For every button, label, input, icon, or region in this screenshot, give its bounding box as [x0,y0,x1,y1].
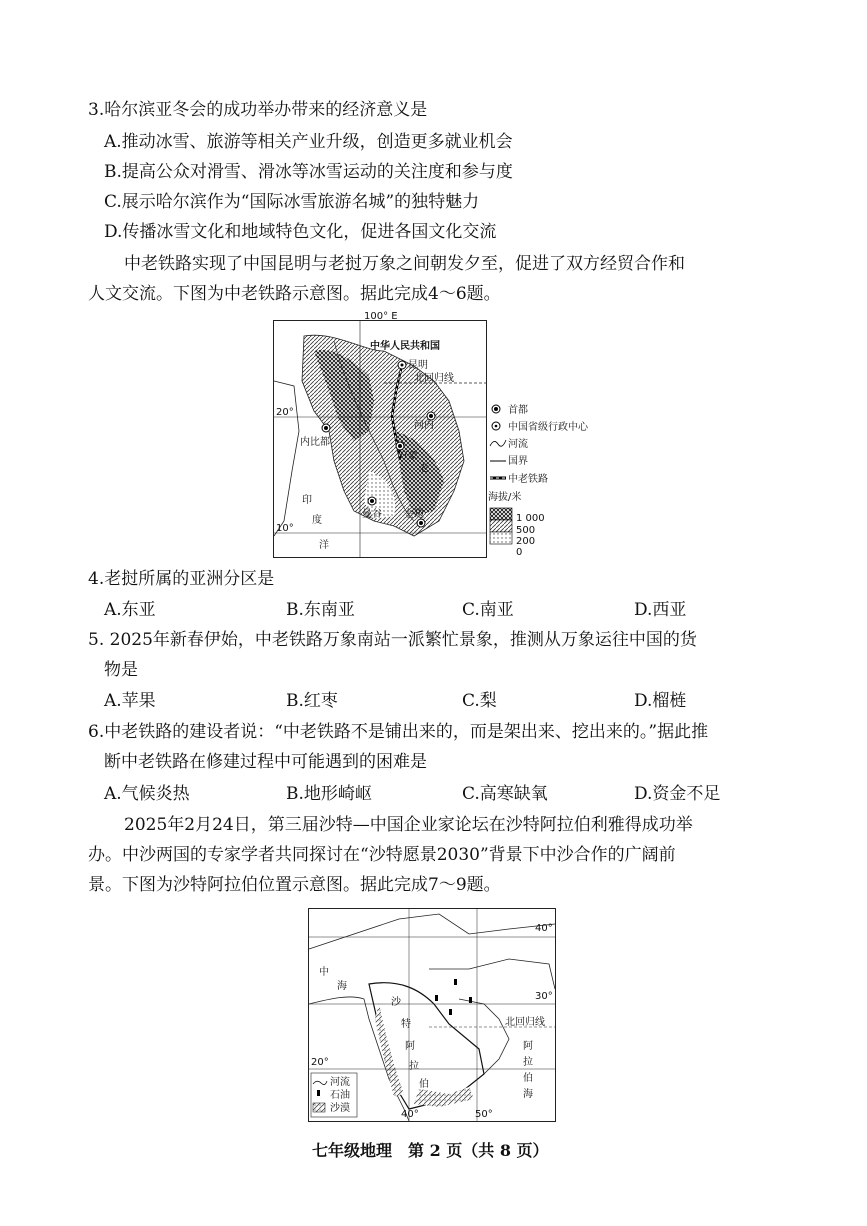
naypyidaw-marker-dot [324,426,328,430]
intro2-line1: 2025年2月24日，第三届沙特—中国企业家论坛在沙特阿拉伯利雅得成功举 [124,815,693,835]
legend-border: 国界 [508,456,528,467]
q6-option-c: C.高寒缺氧 [462,784,548,804]
coastline-west [274,381,299,536]
legend-capital: 首都 [508,405,528,416]
map1-svg [274,311,486,557]
q6-stem-line2: 断中老铁路在修建过程中可能遇到的困难是 [104,752,427,772]
intro1-line1: 中老铁路实现了中国昆明与老挝万象之间朝发夕至，促进了双方经贸合作和 [124,254,685,274]
legend-elev-1000: 1 000 [516,513,545,524]
label-20deg: 20° [276,407,294,418]
label-100e: 100° E [364,311,398,322]
label-bo: 伯 [419,1079,429,1090]
q4-option-d: D.西亚 [634,600,687,620]
label-tropic: 北回归线 [414,373,454,384]
hanoi-marker-dot [429,414,433,418]
q5-option-b: B.红枣 [286,691,338,711]
label-ocean-1: 印 [302,495,312,506]
label-naypyidaw: 内比都 [300,437,330,448]
q3-option-b: B.提高公众对滑雪、滑冰等冰雪运动的关注度和参与度 [104,162,513,182]
label-sea-1: 中 [319,967,329,978]
q6-stem-line1: 6.中老铁路的建设者说：“中老铁路不是铺出来的，而是架出来、挖出来的。”据此推 [88,722,709,742]
q5-stem-line1: 5. 2025年新春伊始，中老铁路万象南站一派繁忙景象，推测从万象运往中国的货 [88,630,697,650]
oil-symbol-1 [435,995,438,1001]
china-laos-railway-map [273,311,487,558]
intro1-line2: 人文交流。下图为中老铁路示意图。据此完成4～6题。 [88,284,501,304]
legend-river: 河流 [508,439,528,450]
legend-railway: 中老铁路 [508,474,548,485]
label-10deg: 10° [276,523,294,534]
label-right-2: 拉 [523,1057,533,1068]
q3-option-c: C.展示哈尔滨作为“国际冰雪旅游名城”的独特魅力 [104,192,480,212]
intro2-line2: 办。中沙两国的专家学者共同探讨在“沙特愿景2030”背景下中沙合作的广阔前 [88,845,676,865]
label-laos: 老 [419,463,429,474]
label-lon50: 50° [475,1109,493,1120]
q5-option-a: A.苹果 [104,691,156,711]
q6-option-d: D.资金不足 [634,784,721,804]
map1-legend-svg [488,400,608,556]
oil-symbol-3 [469,997,472,1003]
label-china: 中华人民共和国 [370,341,440,352]
label-te: 特 [401,1019,411,1030]
saudi-arabia-map [308,908,556,1122]
page-footer: 七年级地理 第 2 页（共 8 页） [312,1141,549,1160]
label-sea-2: 海 [337,981,347,992]
map1-legend [488,400,608,556]
gulf-coast [429,959,555,989]
label-right-3: 伯 [523,1073,533,1084]
label-kunming: 昆明 [408,360,428,371]
legend-elevation-title: 海拔/米 [488,492,522,503]
label-lat30: 30° [535,991,553,1002]
legend2-desert: 沙漠 [330,1103,350,1114]
vientiane-marker-dot [398,444,402,448]
northern-coast [309,914,555,949]
label-lat40: 40° [535,923,553,934]
q5-option-d: D.榴梿 [634,691,687,711]
label-right-1: 阿 [523,1041,533,1052]
label-la: 拉 [409,1061,419,1072]
bangkok-marker-dot [370,499,374,503]
label-bangkok: 曼谷 [362,509,382,520]
q3-stem: 3.哈尔滨亚冬会的成功举办带来的经济意义是 [88,100,428,120]
map2-svg [309,909,555,1121]
q4-option-b: B.东南亚 [286,600,355,620]
phnompenh-marker-dot [419,521,423,525]
label-lon40: 40° [401,1109,419,1120]
q6-option-b: B.地形崎岖 [286,784,372,804]
legend-provincial: 中国省级行政中心 [508,422,588,433]
q3-option-d: D.传播冰雪文化和地域特色文化，促进各国文化交流 [104,222,497,242]
kunming-marker-dot [401,364,404,367]
q4-option-a: A.东亚 [104,600,156,620]
legend-elev-0: 0 [516,547,523,558]
label-vientiane: 万象 [398,451,418,462]
label-lat20: 20° [311,1057,329,1068]
legend2-river: 河流 [330,1077,350,1088]
label-a: 阿 [405,1041,415,1052]
q5-option-c: C.梨 [462,691,497,711]
label-ocean-2: 度 [312,515,322,526]
q4-stem: 4.老挝所属的亚洲分区是 [88,569,275,589]
label-phnompenh: 金边 [404,509,424,520]
q5-stem-line2: 物是 [104,660,138,680]
oil-symbol-2 [449,1009,452,1015]
label-sha: 沙 [391,997,401,1008]
label-hanoi: 河内 [414,420,434,431]
intro2-line3: 景。下图为沙特阿拉伯位置示意图。据此完成7～9题。 [88,875,501,895]
legend-elev-200: 200 [516,536,536,547]
label-right-4: 海 [523,1089,533,1100]
legend-elev-500: 500 [516,525,536,536]
label-ocean-3: 洋 [319,540,329,551]
label-tropic: 北回归线 [505,1017,545,1028]
oil-symbol-4 [454,979,457,985]
legend2-oil: 石油 [330,1090,350,1101]
q3-option-a: A.推动冰雪、旅游等相关产业升级，创造更多就业机会 [104,132,513,152]
q4-option-c: C.南亚 [462,600,514,620]
q6-option-a: A.气候炎热 [104,784,190,804]
